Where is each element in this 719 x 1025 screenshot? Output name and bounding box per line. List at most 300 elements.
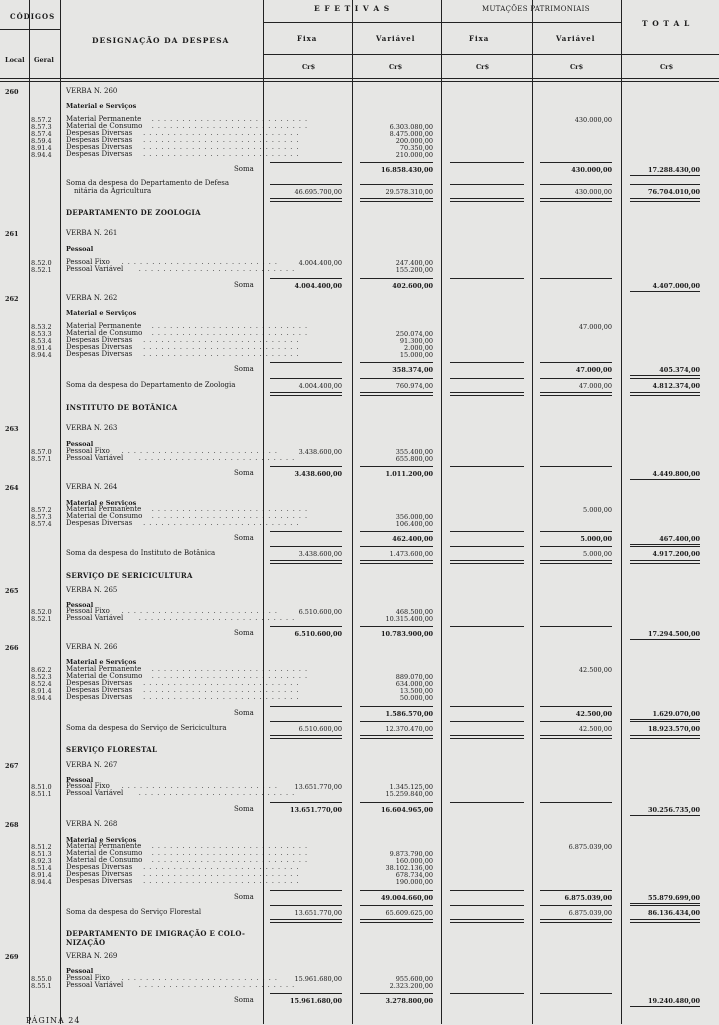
- header-line-bottom: [0, 78, 719, 79]
- total-rule-bottom: [450, 198, 524, 202]
- amount-ef: 13.651.770,00: [294, 783, 342, 791]
- leader-dots: . . . . . . . . . . . . . . . . . . . . . . . . . .: [151, 842, 309, 850]
- sum-rule: [360, 993, 433, 994]
- amount-ef: 6.510.600,00: [298, 608, 342, 616]
- sum-rule: [450, 362, 524, 363]
- code-geral: 8.57.2: [31, 116, 52, 124]
- amount-mv: 6.875.039,00: [564, 894, 612, 902]
- leader-dots: . . . . . . . . . . . . . . . . . . . . . . . . . .: [143, 693, 300, 701]
- header-line-bottom-2: [0, 81, 719, 82]
- col-line-efetivas-fixa: [352, 0, 353, 1024]
- total-rule-top: [270, 905, 342, 906]
- total-rule-bottom: [360, 735, 433, 739]
- expense-item-label: Despesas Diversas: [66, 136, 133, 144]
- sum-rule: [360, 466, 433, 467]
- code-geral: 8.53.3: [31, 330, 52, 338]
- code-geral: 8.91.4: [31, 344, 52, 352]
- amount-mv: 5.000,00: [580, 535, 612, 543]
- code-geral: 8.57.2: [31, 506, 52, 514]
- currency-col3: Cr$: [476, 63, 490, 71]
- expense-item-label: Pessoal Variável: [66, 454, 124, 462]
- total-rule-bottom: [450, 392, 524, 396]
- amount-total: 30.256.735,00: [647, 806, 700, 814]
- leader-dots: . . . . . . . . . . . . . . . . . . . . . . . . . .: [143, 129, 300, 137]
- total-rule-bottom: [630, 919, 700, 923]
- sum-rule: [540, 802, 612, 803]
- soma-label: Soma: [234, 365, 254, 373]
- total-rule-top: [270, 184, 342, 185]
- total-rule-bottom: [270, 392, 342, 396]
- subtotal-label: Soma da despesa do Serviço Florestal: [66, 908, 202, 916]
- code-geral: 8.57.4: [31, 130, 52, 138]
- amount-ev: 160.000,00: [395, 857, 433, 865]
- amount-mv: 5.000,00: [583, 506, 612, 514]
- sum-rule: [450, 626, 524, 627]
- subtotal-label: nitária da Agricultura: [74, 187, 152, 195]
- subtotal-label: Soma da despesa do Departamento de Defesa: [66, 179, 230, 187]
- code-local: 269: [5, 953, 19, 961]
- expense-item-label: Material de Consumo: [66, 329, 143, 337]
- expense-item-label: Pessoal Fixo: [66, 258, 110, 266]
- expense-item-label: Despesas Diversas: [66, 877, 133, 885]
- code-geral: 8.94.4: [31, 878, 52, 886]
- total-rule-bottom: [630, 392, 700, 396]
- verba-label: VERBA N. 269: [66, 952, 118, 960]
- section-label: Pessoal: [66, 601, 94, 609]
- currency-col2: Cr$: [389, 63, 403, 71]
- header-local: Local: [5, 56, 25, 64]
- code-geral: 8.92.3: [31, 857, 52, 865]
- total-rule-bottom: [360, 198, 433, 202]
- soma-label: Soma: [234, 805, 254, 813]
- amount-ev: 2.000,00: [404, 344, 433, 352]
- sum-rule: [450, 278, 524, 279]
- header-designacao: DESIGNAÇÃO DA DESPESA: [92, 36, 230, 45]
- subtotal-label: Soma da despesa do Serviço de Sericicultura: [66, 724, 227, 732]
- amount-ef: 4.004.400,00: [298, 259, 342, 267]
- amount-ev: 190.000,00: [395, 878, 433, 886]
- leader-dots: . . . . . . . . . . . . . . . . . . . . . . . . . .: [151, 672, 309, 680]
- expense-item-label: Despesas Diversas: [66, 150, 133, 158]
- sum-rule: [360, 706, 433, 707]
- total-rule-bottom: [360, 560, 433, 564]
- amount-ev: 358.374,00: [392, 366, 433, 374]
- code-geral: 8.94.4: [31, 151, 52, 159]
- sum-rule: [540, 362, 612, 363]
- section-label: Pessoal: [66, 245, 94, 253]
- leader-dots: . . . . . . . . . . . . . . . . . . . . . . . . . .: [151, 115, 309, 123]
- amount-ev: 70.350,00: [399, 144, 433, 152]
- total-rule-bottom: [630, 735, 700, 739]
- header-total: T O T A L: [642, 19, 691, 28]
- amount-ev: 13.500,00: [399, 687, 433, 695]
- expense-item-label: Despesas Diversas: [66, 686, 133, 694]
- amount-mv: 5.000,00: [583, 550, 612, 558]
- amount-ev: 15.259.840,00: [385, 790, 433, 798]
- expense-item-label: Material Permanente: [66, 665, 142, 673]
- leader-dots: . . . . . . . . . . . . . . . . . . . . . . . . . .: [143, 686, 300, 694]
- section-label: Pessoal: [66, 440, 94, 448]
- total-rule-bottom: [450, 735, 524, 739]
- code-geral: 8.91.4: [31, 144, 52, 152]
- total-rule-top: [450, 905, 524, 906]
- leader-dots: . . . . . . . . . . . . . . . . . . . . . . . . . .: [143, 143, 300, 151]
- sum-rule: [540, 993, 612, 994]
- sum-rule: [270, 278, 342, 279]
- sum-rule: [630, 815, 700, 816]
- amount-ev: 2.323.200,00: [389, 982, 433, 990]
- total-rule-bottom: [540, 560, 612, 564]
- expense-item-label: Despesas Diversas: [66, 519, 133, 527]
- total-rule-top: [630, 184, 700, 185]
- sum-rule: [360, 890, 433, 891]
- total-rule-top: [450, 721, 524, 722]
- amount-ev: 889.070,00: [395, 673, 433, 681]
- total-rule-top: [540, 184, 612, 185]
- sum-rule: [270, 890, 342, 891]
- col-line-local: [29, 0, 30, 1024]
- sum-rule: [270, 466, 342, 467]
- verba-label: VERBA N. 265: [66, 586, 118, 594]
- sum-rule: [450, 993, 524, 994]
- leader-dots: . . . . . . . . . . . . . . . . . . . . . . . . . .: [143, 136, 300, 144]
- expense-item-label: Despesas Diversas: [66, 343, 133, 351]
- soma-label: Soma: [234, 709, 254, 717]
- amount-total: 18.923.570,00: [647, 725, 700, 733]
- amount-ev: 16.858.430,00: [380, 166, 433, 174]
- total-rule-top: [630, 905, 700, 906]
- sum-rule: [360, 278, 433, 279]
- verba-label: VERBA N. 261: [66, 229, 118, 237]
- leader-dots: . . . . . . . . . . . . . . . . . . . . . . . . . .: [143, 519, 300, 527]
- code-geral: 8.51.2: [31, 843, 52, 851]
- amount-ev: 6.303.080,00: [389, 123, 433, 131]
- amount-mv: 6.875.039,00: [568, 909, 612, 917]
- amount-ev: 1.586.570,00: [385, 710, 433, 718]
- amount-mv: 47.000,00: [578, 323, 612, 331]
- total-rule-bottom: [360, 919, 433, 923]
- leader-dots: . . . . . . . . . . . . . . . . . . . . . . . . . .: [121, 974, 278, 982]
- total-rule-top: [630, 546, 700, 547]
- code-local: 261: [5, 230, 19, 238]
- leader-dots: . . . . . . . . . . . . . . . . . . . . . . . . . .: [143, 350, 300, 358]
- amount-ev: 106.400,00: [395, 520, 433, 528]
- amount-ef: 6.510.600,00: [294, 630, 342, 638]
- amount-ev: 49.004.660,00: [380, 894, 433, 902]
- header-efetivas-variavel: Variável: [376, 34, 416, 43]
- subtotal-label: Soma da despesa do Instituto de Botânica: [66, 549, 216, 557]
- sum-rule: [270, 162, 342, 163]
- sum-rule: [540, 466, 612, 467]
- total-rule-bottom: [540, 919, 612, 923]
- amount-ev: 38.102.136,00: [385, 864, 433, 872]
- total-rule-bottom: [270, 560, 342, 564]
- amount-ev: 402.600,00: [392, 282, 433, 290]
- expense-item-label: Material Permanente: [66, 842, 142, 850]
- sum-rule: [540, 890, 612, 891]
- code-geral: 8.57.1: [31, 455, 52, 463]
- leader-dots: . . . . . . . . . . . . . . . . . . . . . . . . . .: [138, 265, 296, 273]
- code-geral: 8.52.3: [31, 673, 52, 681]
- code-local: 268: [5, 821, 19, 829]
- sum-rule: [360, 531, 433, 532]
- amount-total: 19.240.480,00: [647, 997, 700, 1005]
- amount-ev: 12.370.470,00: [385, 725, 433, 733]
- amount-ev: 200.000,00: [395, 137, 433, 145]
- total-rule-bottom: [630, 560, 700, 564]
- amount-ev: 1.473.600,00: [389, 550, 433, 558]
- expense-item-label: Pessoal Variável: [66, 981, 124, 989]
- sum-rule: [540, 278, 612, 279]
- amount-ev: 634.000,00: [395, 680, 433, 688]
- department-heading: INSTITUTO DE BOTÂNICA: [66, 403, 178, 412]
- expense-item-label: Despesas Diversas: [66, 863, 133, 871]
- verba-label: VERBA N. 266: [66, 643, 118, 651]
- sum-rule: [450, 531, 524, 532]
- expense-item-label: Despesas Diversas: [66, 870, 133, 878]
- sum-rule: [630, 1006, 700, 1007]
- expense-item-label: Despesas Diversas: [66, 350, 133, 358]
- code-local: 262: [5, 295, 19, 303]
- expense-item-label: Pessoal Variável: [66, 789, 124, 797]
- amount-ev: 3.278.800,00: [385, 997, 433, 1005]
- total-rule-bottom: [450, 560, 524, 564]
- amount-ev: 760.974,00: [395, 382, 433, 390]
- leader-dots: . . . . . . . . . . . . . . . . . . . . . . . . . .: [151, 322, 309, 330]
- amount-ev: 8.475.000,00: [389, 130, 433, 138]
- department-heading: NIZAÇÃO: [66, 938, 106, 947]
- expense-item-label: Pessoal Variável: [66, 265, 124, 273]
- amount-ev: 29.578.310,00: [385, 188, 433, 196]
- code-geral: 8.57.3: [31, 123, 52, 131]
- expense-item-label: Despesas Diversas: [66, 143, 133, 151]
- expense-item-label: Material Permanente: [66, 322, 142, 330]
- code-geral: 8.51.4: [31, 864, 52, 872]
- leader-dots: . . . . . . . . . . . . . . . . . . . . . . . . . .: [143, 877, 300, 885]
- expense-item-label: Pessoal Fixo: [66, 607, 110, 615]
- total-rule-bottom: [540, 735, 612, 739]
- soma-label: Soma: [234, 629, 254, 637]
- total-rule-bottom: [630, 198, 700, 202]
- expense-item-label: Material de Consumo: [66, 856, 143, 864]
- expense-item-label: Material de Consumo: [66, 672, 143, 680]
- sum-rule: [450, 802, 524, 803]
- leader-dots: . . . . . . . . . . . . . . . . . . . . . . . . . .: [121, 258, 278, 266]
- amount-ev: 468.500,00: [395, 608, 433, 616]
- amount-ev: 16.604.965,00: [380, 806, 433, 814]
- leader-dots: . . . . . . . . . . . . . . . . . . . . . . . . . .: [121, 782, 278, 790]
- code-local: 267: [5, 762, 19, 770]
- sum-rule: [270, 706, 342, 707]
- leader-dots: . . . . . . . . . . . . . . . . . . . . . . . . . .: [143, 679, 300, 687]
- sum-rule: [270, 993, 342, 994]
- code-geral: 8.57.3: [31, 513, 52, 521]
- currency-col5: Cr$: [660, 63, 674, 71]
- total-rule-top: [360, 378, 433, 379]
- leader-dots: . . . . . . . . . . . . . . . . . . . . . . . . . .: [138, 981, 296, 989]
- amount-ef: 46.695.700,00: [294, 188, 342, 196]
- code-geral: 8.51.3: [31, 850, 52, 858]
- amount-ev: 1.345.125,00: [389, 783, 433, 791]
- soma-label: Soma: [234, 165, 254, 173]
- amount-mv: 47.000,00: [578, 382, 612, 390]
- amount-ev: 10.315.400,00: [385, 615, 433, 623]
- leader-dots: . . . . . . . . . . . . . . . . . . . . . . . . . .: [138, 454, 296, 462]
- code-geral: 8.94.4: [31, 351, 52, 359]
- total-rule-top: [270, 721, 342, 722]
- amount-ev: 250.074,00: [395, 330, 433, 338]
- department-heading: DEPARTAMENTO DE IMIGRAÇÃO E COLO-: [66, 929, 246, 938]
- total-rule-top: [450, 546, 524, 547]
- amount-total: 55.879.699,00: [647, 894, 700, 902]
- amount-ef: 15.961.680,00: [294, 975, 342, 983]
- total-rule-top: [270, 378, 342, 379]
- amount-ev: 955.600,00: [395, 975, 433, 983]
- code-geral: 8.53.4: [31, 337, 52, 345]
- currency-col4: Cr$: [570, 63, 584, 71]
- leader-dots: . . . . . . . . . . . . . . . . . . . . . . . . . .: [151, 849, 309, 857]
- total-rule-top: [630, 378, 700, 379]
- col-line-mutacoes-fixa: [532, 0, 533, 1024]
- amount-total: 1.629.070,00: [652, 710, 700, 718]
- amount-ev: 15.000,00: [399, 351, 433, 359]
- leader-dots: . . . . . . . . . . . . . . . . . . . . . . . . . .: [151, 329, 309, 337]
- amount-ef: 15.961.680,00: [289, 997, 342, 1005]
- total-rule-top: [360, 721, 433, 722]
- amount-ef: 4.004.400,00: [294, 282, 342, 290]
- total-rule-top: [450, 184, 524, 185]
- code-geral: 8.52.1: [31, 615, 52, 623]
- amount-ev: 91.300,00: [399, 337, 433, 345]
- expense-item-label: Material de Consumo: [66, 122, 143, 130]
- total-rule-top: [540, 905, 612, 906]
- header-mutacoes-fixa: Fixa: [469, 34, 490, 43]
- amount-ev: 247.400,00: [395, 259, 433, 267]
- section-label: Material e Serviços: [66, 658, 137, 666]
- sum-rule: [450, 890, 524, 891]
- expense-item-label: Pessoal Fixo: [66, 447, 110, 455]
- sum-rule: [270, 626, 342, 627]
- expense-item-label: Pessoal Fixo: [66, 974, 110, 982]
- code-geral: 8.59.4: [31, 137, 52, 145]
- leader-dots: . . . . . . . . . . . . . . . . . . . . . . . . . .: [151, 505, 309, 513]
- code-local: 263: [5, 425, 19, 433]
- leader-dots: . . . . . . . . . . . . . . . . . . . . . . . . . .: [151, 856, 309, 864]
- sum-rule: [630, 639, 700, 640]
- code-geral: 8.52.1: [31, 266, 52, 274]
- verba-label: VERBA N. 262: [66, 294, 118, 302]
- expense-item-label: Despesas Diversas: [66, 679, 133, 687]
- amount-ev: 655.800,00: [395, 455, 433, 463]
- section-label: Pessoal: [66, 776, 94, 784]
- code-local: 260: [5, 88, 19, 96]
- amount-total: 405.374,00: [659, 366, 700, 374]
- sum-rule: [450, 466, 524, 467]
- subtotal-label: Soma da despesa do Departamento de Zoologia: [66, 381, 236, 389]
- amount-ef: 13.651.770,00: [289, 806, 342, 814]
- leader-dots: . . . . . . . . . . . . . . . . . . . . . . . . . .: [121, 447, 278, 455]
- total-rule-top: [630, 721, 700, 722]
- expense-item-label: Material Permanente: [66, 505, 142, 513]
- soma-label: Soma: [234, 996, 254, 1004]
- total-rule-bottom: [540, 198, 612, 202]
- amount-ev: 355.400,00: [395, 448, 433, 456]
- sum-rule: [360, 626, 433, 627]
- header-line-codigos: [0, 29, 60, 30]
- code-local: 264: [5, 484, 19, 492]
- leader-dots: . . . . . . . . . . . . . . . . . . . . . . . . . .: [143, 863, 300, 871]
- code-geral: 8.52.4: [31, 680, 52, 688]
- section-label: Material e Serviços: [66, 836, 137, 844]
- amount-total: 4.812.374,00: [652, 382, 700, 390]
- amount-ev: 155.200,00: [395, 266, 433, 274]
- col-line-efetivas-variavel: [441, 0, 442, 1024]
- total-rule-bottom: [270, 735, 342, 739]
- amount-mv: 42.500,00: [578, 666, 612, 674]
- section-label: Material e Serviços: [66, 102, 137, 110]
- total-rule-bottom: [270, 919, 342, 923]
- sum-rule: [630, 903, 700, 904]
- total-rule-top: [540, 721, 612, 722]
- code-geral: 8.91.4: [31, 871, 52, 879]
- header-efetivas-fixa: Fixa: [297, 34, 318, 43]
- expense-item-label: Material Permanente: [66, 115, 142, 123]
- header-mutacoes: MUTAÇÕES PATRIMONIAIS: [482, 5, 590, 13]
- sum-rule: [540, 706, 612, 707]
- total-rule-bottom: [450, 919, 524, 923]
- amount-total: 467.400,00: [659, 535, 700, 543]
- code-geral: 8.51.1: [31, 790, 52, 798]
- amount-total: 4.917.200,00: [652, 550, 700, 558]
- amount-ev: 50.000,00: [399, 694, 433, 702]
- page-footer: PÁGINA 24: [26, 1016, 81, 1025]
- amount-ef: 13.651.770,00: [294, 909, 342, 917]
- code-geral: 8.57.0: [31, 448, 52, 456]
- amount-ev: 356.000,00: [395, 513, 433, 521]
- amount-ev: 65.609.625,00: [385, 909, 433, 917]
- leader-dots: . . . . . . . . . . . . . . . . . . . . . . . . . .: [121, 607, 278, 615]
- code-local: 265: [5, 587, 19, 595]
- soma-label: Soma: [234, 469, 254, 477]
- amount-mv: 6.875.039,00: [568, 843, 612, 851]
- sum-rule: [540, 162, 612, 163]
- amount-ef: 6.510.600,00: [298, 725, 342, 733]
- currency-col1: Cr$: [302, 63, 316, 71]
- verba-label: VERBA N. 263: [66, 424, 118, 432]
- amount-ef: 3.438.600,00: [298, 550, 342, 558]
- amount-mv: 430.000,00: [574, 116, 612, 124]
- sum-rule: [630, 291, 700, 292]
- code-geral: 8.55.0: [31, 975, 52, 983]
- section-label: Material e Serviços: [66, 499, 137, 507]
- amount-ef: 3.438.600,00: [294, 470, 342, 478]
- header-line-subcols: [263, 54, 719, 55]
- amount-ev: 678.734,00: [395, 871, 433, 879]
- sum-rule: [630, 719, 700, 720]
- code-geral: 8.91.4: [31, 687, 52, 695]
- code-geral: 8.94.4: [31, 694, 52, 702]
- amount-mv: 42.500,00: [578, 725, 612, 733]
- expense-item-label: Pessoal Fixo: [66, 782, 110, 790]
- code-geral: 8.52.0: [31, 608, 52, 616]
- total-rule-top: [360, 905, 433, 906]
- expense-item-label: Material de Consumo: [66, 512, 143, 520]
- amount-ev: 10.783.900,00: [380, 630, 433, 638]
- code-geral: 8.55.1: [31, 982, 52, 990]
- amount-total: 17.288.430,00: [647, 166, 700, 174]
- total-rule-top: [360, 184, 433, 185]
- amount-total: 17.294.500,00: [647, 630, 700, 638]
